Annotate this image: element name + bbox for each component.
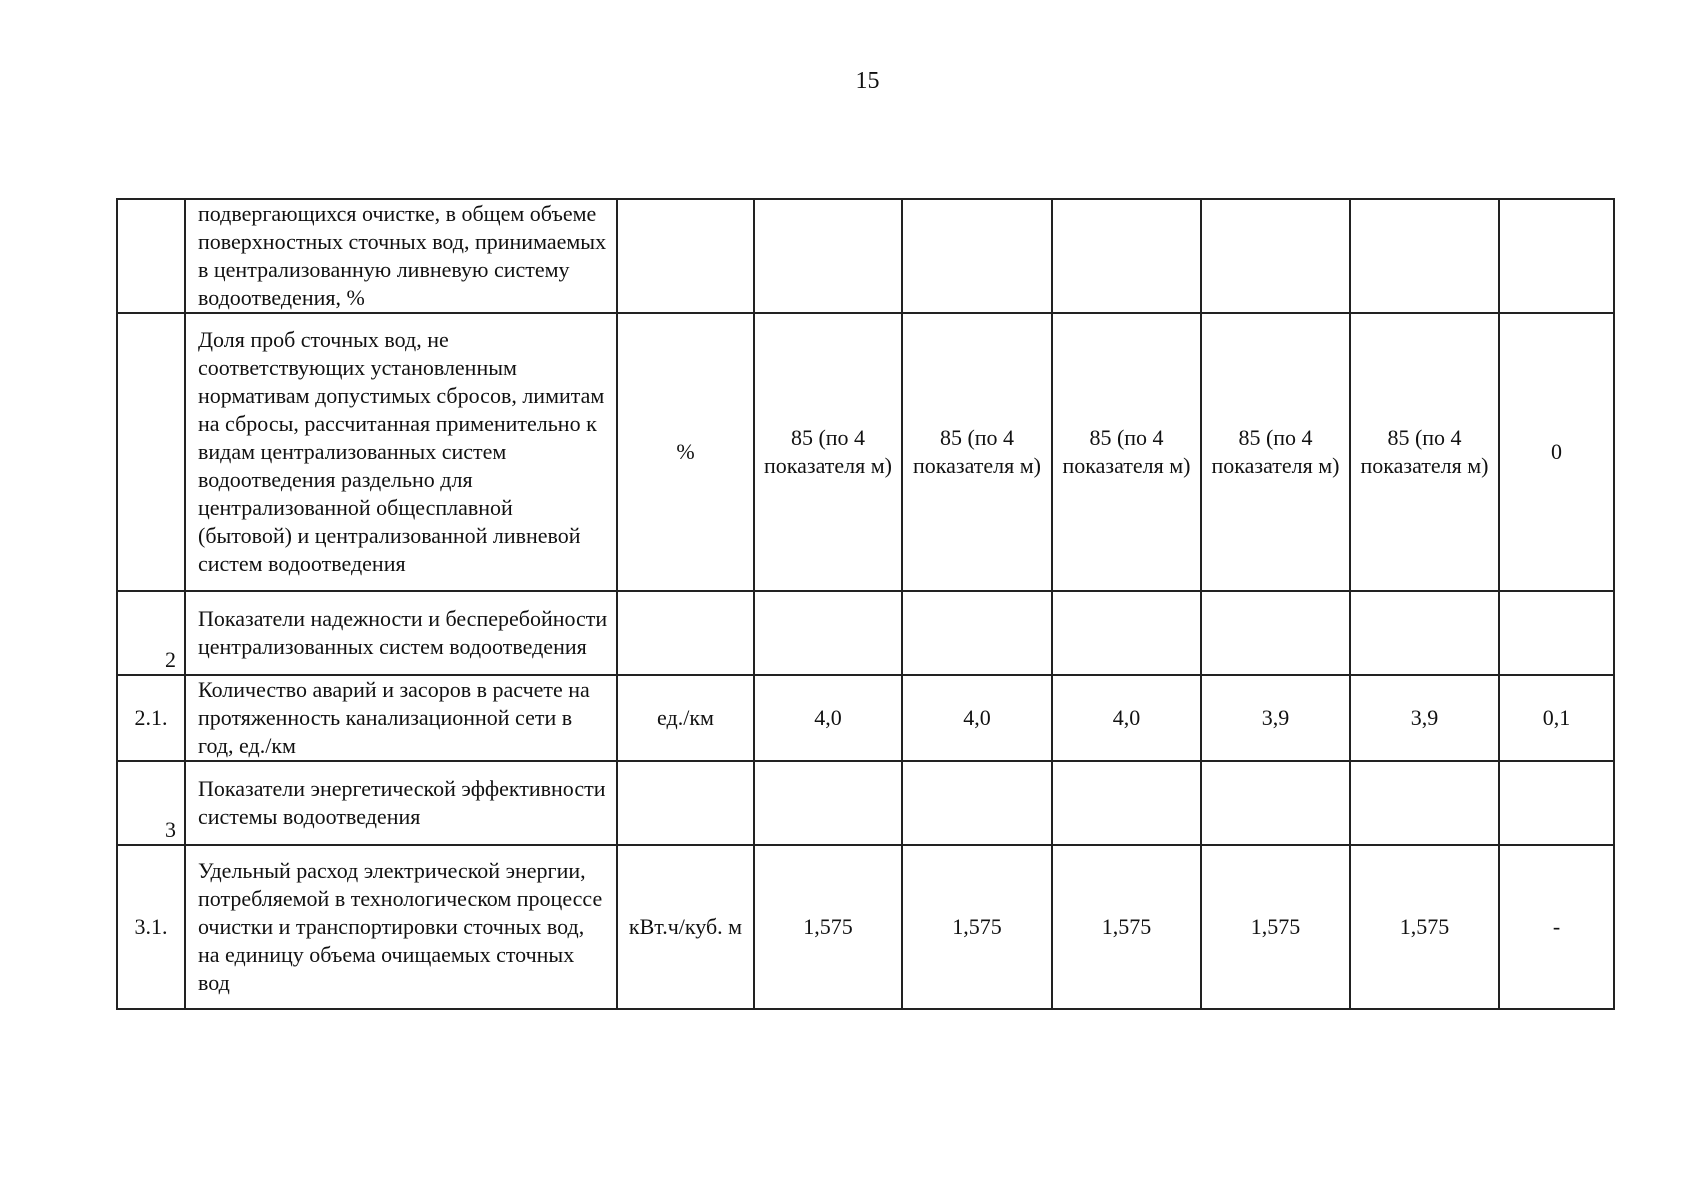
value-cell: 4,0 [754,675,902,761]
row-number: 2.1. [117,675,185,761]
last-value-cell [1499,761,1614,845]
unit-cell [617,199,754,313]
last-value-cell: 0 [1499,313,1614,591]
indicator-name: подвергающихся очистке, в общем объеме поверхностных сточных вод, принимаемых в централизованную ливневую систему водоотведения, % [185,199,617,313]
unit-cell [617,761,754,845]
value-cell [754,761,902,845]
value-cell [1201,761,1350,845]
indicator-name: Удельный расход электрической энергии, потребляемой в технологическом процессе очистки и транспортировки сточных вод, на единицу объема очищаемых сточных вод [185,845,617,1009]
table-row [117,845,1614,1009]
value-cell: 85 (по 4 показателя м) [754,313,902,591]
value-cell: 1,575 [1350,845,1499,1009]
value-cell [902,199,1052,313]
value-cell [1052,199,1201,313]
row-number: 3 [117,761,185,845]
value-cell: 1,575 [1052,845,1201,1009]
value-cell [1350,199,1499,313]
value-cell: 85 (по 4 показателя м) [902,313,1052,591]
value-cell [754,199,902,313]
unit-cell: ед./км [617,675,754,761]
value-cell [1350,591,1499,675]
value-cell [1201,591,1350,675]
value-cell [1350,761,1499,845]
value-cell: 1,575 [902,845,1052,1009]
value-cell [902,761,1052,845]
value-cell: 85 (по 4 показателя м) [1201,313,1350,591]
indicators-table [116,198,1615,1010]
value-cell: 1,575 [754,845,902,1009]
value-cell [902,591,1052,675]
table-row [117,761,1614,845]
value-cell: 3,9 [1350,675,1499,761]
unit-cell [617,591,754,675]
indicator-name: Показатели энергетической эффективности системы водоотведения [185,761,617,845]
row-number [117,313,185,591]
value-cell: 1,575 [1201,845,1350,1009]
page-number: 15 [855,68,880,94]
unit-cell: кВт.ч/куб. м [617,845,754,1009]
value-cell [1201,199,1350,313]
last-value-cell: - [1499,845,1614,1009]
row-number: 3.1. [117,845,185,1009]
row-number [117,199,185,313]
table-row [117,591,1614,675]
row-number: 2 [117,591,185,675]
table-row [117,675,1614,761]
value-cell: 3,9 [1201,675,1350,761]
unit-cell: % [617,313,754,591]
last-value-cell: 0,1 [1499,675,1614,761]
value-cell: 85 (по 4 показателя м) [1052,313,1201,591]
value-cell [1052,761,1201,845]
table-row [117,313,1614,591]
indicator-name: Количество аварий и засоров в расчете на протяженность канализационной сети в год, ед./км [185,675,617,761]
indicator-name: Доля проб сточных вод, не соответствующих установленным нормативам допустимых сбросов, лимитам на сбросы, рассчитанная применительно к видам централизованных систем водоотведения раздельно для централизованной общесплавной (бытовой) и централизованной ливневой систем водоотведения [185,313,617,591]
value-cell: 4,0 [1052,675,1201,761]
table-row [117,199,1614,313]
last-value-cell [1499,591,1614,675]
value-cell [754,591,902,675]
value-cell: 85 (по 4 показателя м) [1350,313,1499,591]
value-cell [1052,591,1201,675]
indicator-name: Показатели надежности и бесперебойности централизованных систем водоотведения [185,591,617,675]
last-value-cell [1499,199,1614,313]
value-cell: 4,0 [902,675,1052,761]
